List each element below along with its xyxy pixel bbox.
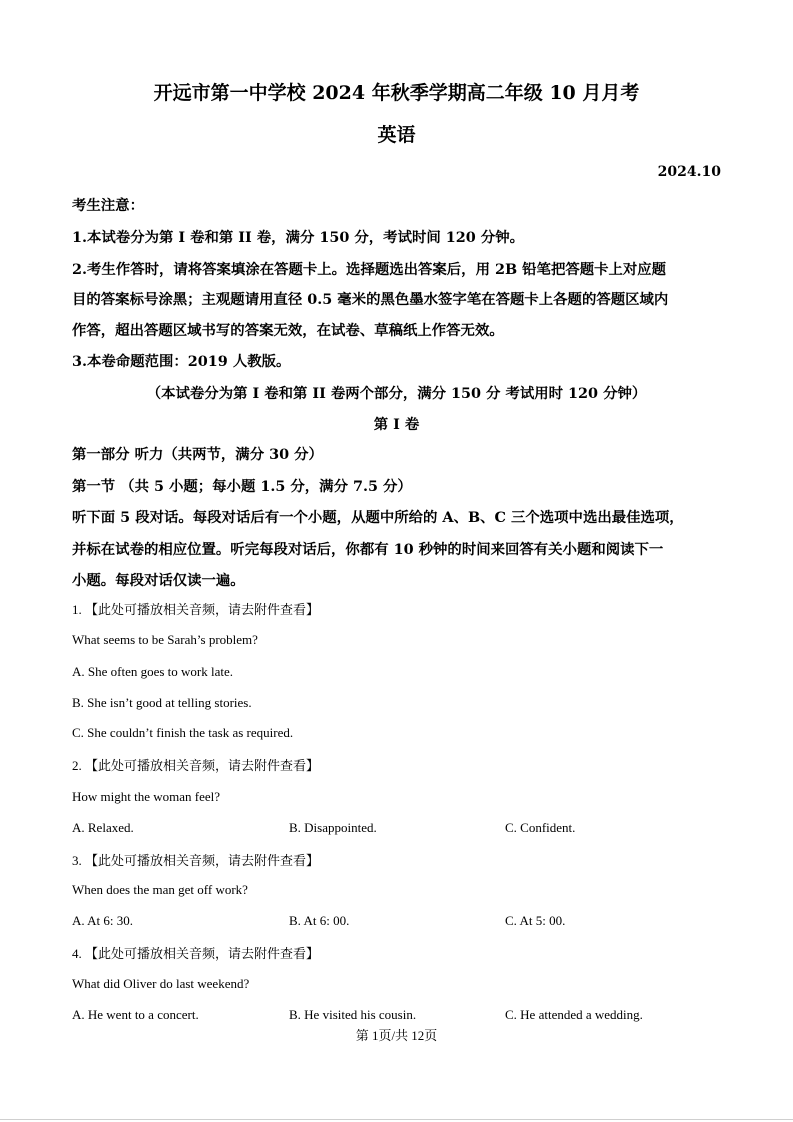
notice-item-2-line-1: 2.考生作答时，请将答案填涂在答题卡上。选择题选出答案后，用 2B 铅笔把答题卡上对应题 — [72, 261, 667, 278]
question-3-option-c: C. At 5: 00. — [505, 913, 566, 928]
notice-item-3: 3.本卷命题范围：2019 人教版。 — [72, 353, 291, 370]
instructions-line-2: 并标在试卷的相应位置。听完每段对话后，你都有 10 秒钟的时间来回答有关小题和阅读下一 — [72, 541, 664, 558]
question-3-option-a: A. At 6: 30. — [72, 913, 134, 928]
exam-date: 2024.10 — [657, 164, 721, 180]
question-2-option-a: A. Relaxed. — [72, 820, 134, 835]
exam-title: 开远市第一中学校 2024 年秋季学期高二年级 10 月月考 — [153, 82, 640, 104]
notice-item-1: 1.本试卷分为第 I 卷和第 II 卷，满分 150 分，考试时间 120 分钟。 — [72, 229, 524, 246]
notice-item-2-line-3: 作答，超出答题区域书写的答案无效，在试卷、草稿纸上作答无效。 — [72, 322, 504, 339]
instructions-line-1: 听下面 5 段对话。每段对话后有一个小题，从题中所给的 A、B、C 三个选项中选出最佳选项， — [72, 509, 684, 526]
subject-title: 英语 — [377, 124, 416, 146]
question-4-stem: What did Oliver do last weekend? — [72, 976, 250, 991]
section1-title: 第一节 （共 5 小题；每小题 1.5 分，满分 7.5 分） — [72, 478, 412, 495]
question-4-option-b: B. He visited his cousin. — [289, 1007, 417, 1022]
question-4-audio[interactable]: 4. 【此处可播放相关音频，请去附件查看】 — [72, 946, 320, 961]
question-2-option-c: C. Confident. — [505, 820, 576, 835]
question-1-option-a: A. She often goes to work late. — [72, 664, 234, 679]
volume-title: 第 I 卷 — [373, 416, 420, 433]
page-number: 第 1页/共 12页 — [355, 1028, 438, 1043]
question-2-stem: How might the woman feel? — [72, 789, 221, 804]
exam-info: （本试卷分为第 I 卷和第 II 卷两个部分，满分 150 分 考试用时 120 分钟） — [146, 385, 647, 402]
question-4-option-a: A. He went to a concert. — [72, 1007, 199, 1022]
question-1-option-c: C. She couldn’t finish the task as required. — [72, 725, 294, 740]
instructions-line-3: 小题。每段对话仅读一遍。 — [72, 572, 245, 589]
question-2-audio[interactable]: 2. 【此处可播放相关音频，请去附件查看】 — [72, 758, 320, 773]
question-4-option-c: C. He attended a wedding. — [505, 1007, 643, 1022]
question-3-audio[interactable]: 3. 【此处可播放相关音频，请去附件查看】 — [72, 853, 320, 868]
question-3-option-b: B. At 6: 00. — [289, 913, 350, 928]
part1-title: 第一部分 听力（共两节，满分 30 分） — [72, 446, 323, 463]
notice-item-2-line-2: 目的答案标号涂黑；主观题请用直径 0.5 毫米的黑色墨水签字笔在答题卡上各题的答题区域内 — [72, 291, 669, 308]
notice-heading: 考生注意： — [72, 197, 144, 214]
question-1-option-b: B. She isn’t good at telling stories. — [72, 695, 252, 710]
question-1-stem: What seems to be Sarah’s problem? — [72, 632, 258, 647]
question-2-option-b: B. Disappointed. — [289, 820, 377, 835]
page-bottom-divider — [0, 1119, 793, 1120]
question-1-audio[interactable]: 1. 【此处可播放相关音频，请去附件查看】 — [72, 602, 320, 617]
question-3-stem: When does the man get off work? — [72, 882, 248, 897]
